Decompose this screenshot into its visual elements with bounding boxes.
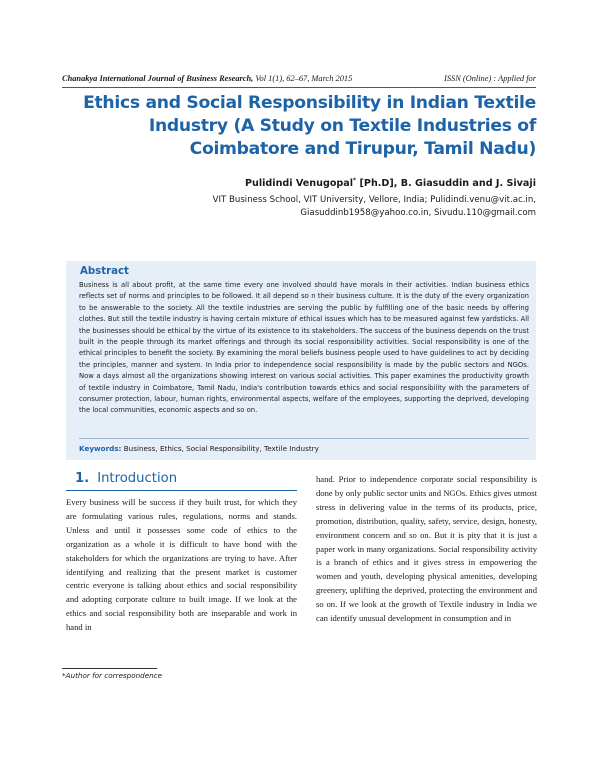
abstract-heading: Abstract (80, 266, 129, 277)
journal-citation (62, 74, 352, 83)
section-number: 1. (75, 471, 90, 486)
affiliation-line-1: VIT Business School, VIT University, Vellore, India; Pulidindi.venu@vit.ac.in, (212, 195, 536, 205)
co-authors: [Ph.D], B. Giasuddin and J. Sivaji (356, 178, 536, 190)
author-list (76, 177, 536, 189)
header-divider (62, 87, 536, 88)
section-title: Introduction (97, 471, 178, 486)
footnote-divider (62, 668, 157, 669)
affiliation (76, 194, 536, 220)
issn-label: ISSN (Online) : Applied for (444, 74, 536, 83)
affiliation-line-2: Giasuddinb1958@yahoo.co.in, Sivudu.110@gmail.com (300, 208, 536, 218)
body-column-right: hand. Prior to independence corporate social responsibility is done by only public sector units and NGOs. Ethics gives utmost stress in delivering value in the terms of its products, price, promotion, distribution, quality, safety, service, design, honesty, environment concern and so on. But it is pity that it is just a paper work in many organizations. Social responsibility activity is a branch of ethics and it gives stress in empowering the women and youth, developing physical amenities, developing greenery, uplifting the deprived, protecting the environment and so on. If we look at the growth of Textile industry in India we can identify unusual development in consumption and in (316, 474, 537, 624)
abstract-divider (79, 438, 529, 439)
correspondence-mark: * (353, 177, 357, 184)
keywords-label: Keywords: (79, 444, 122, 453)
footnote: *Author for correspondence (62, 671, 163, 680)
volume-info: Vol 1(1), 62–67, March 2015 (255, 74, 353, 83)
running-header (62, 74, 536, 83)
body-column-left: Every business will be success if they built trust, for which they are formulating various rules, regulations, norms and stands. Unless and until it possesses some code of ethics to the organization as a whole it is difficult to have bond with the stakeholders for which the organizations are trying to have. After identifying and realizing that the present market is customer centric everyone is talking about ethics and social responsibility and adopting corporate culture to built image. If we look at the ethics and social responsibility both are inseparable and work in hand in (66, 497, 297, 633)
keywords-text: Business, Ethics, Social Responsibility, Textile Industry (121, 444, 319, 453)
section-underline (66, 490, 297, 491)
keywords (79, 444, 529, 453)
abstract-text: Business is all about profit, at the same time every one involved should have morals in their activities. Indian business ethics reflects set of norms and principles to be followed. It all depend so n their business culture. It is the duty of the every organization to be answerable to the society. All the textile industries are serving the public by fulfilling one of the basic needs by offering clothes. But still the textile industry is having certain mixture of ethical issues which has to be measured against few yardsticks. All the businesses should be ethical by the virtue of its existence to its stakeholders. The success of the business depends on the trust built in the people through its market offerings and through its social responsibility activities. Social responsibility is one of the ethical principles to benefit the society. By examining the moral beliefs business people used to have guidelines to act by deciding the principles, manner and system. In India prior to independence social responsibility is made by the public sectors and NGOs. Now a days almost all the organizations showing interest on various social activities. This paper examines the productivity growth of textile industry in Coimbatore, Tamil Nadu, India's contribution towards ethics and social responsibility with the parameters of consumer protection, labour, human rights, environmental aspects, welfare of the employees, supporting the deprived, developing the local communities, economic aspects and so on. (79, 281, 529, 415)
lead-author: Pulidindi Venugopal (244, 178, 354, 190)
paper-title: Ethics and Social Responsibility in Indian Textile Industry (A Study on Textile Industries of Coimbatore and Tirupur, Tamil Nadu) (83, 93, 536, 159)
section-heading (75, 471, 177, 486)
journal-name: Chanakya International Journal of Business Research, (62, 74, 254, 83)
